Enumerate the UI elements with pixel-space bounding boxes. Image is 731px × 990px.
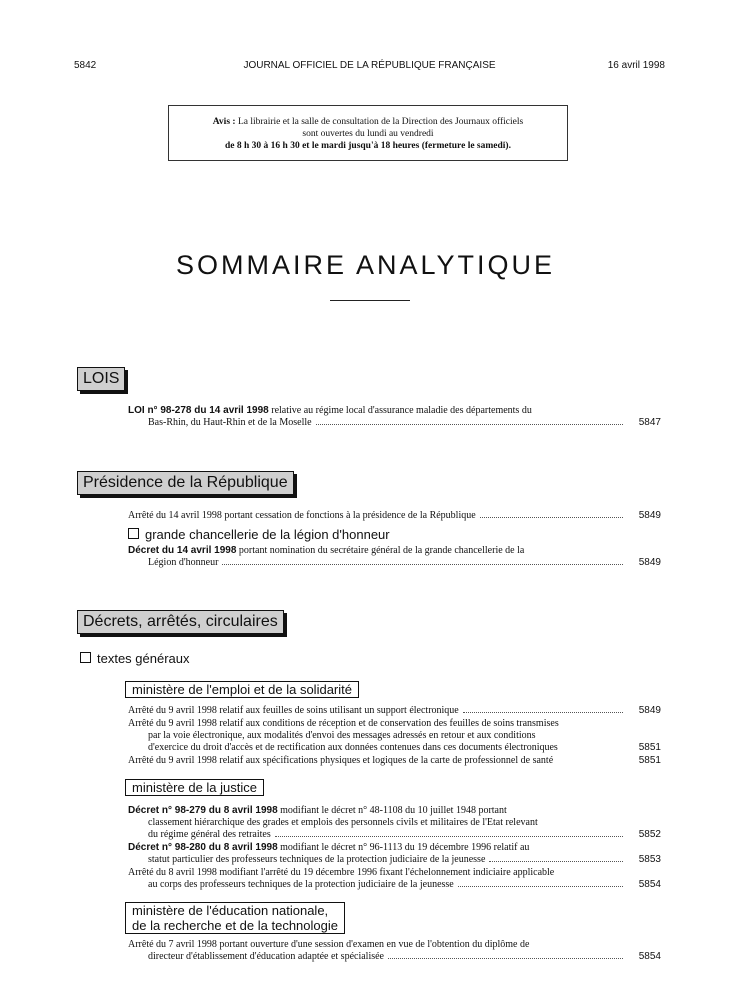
ministry-emploi-solidarite: ministère de l'emploi et de la solidarité bbox=[125, 681, 359, 698]
notice-line-2: sont ouvertes du lundi au vendredi bbox=[302, 129, 434, 139]
title-rule bbox=[330, 300, 410, 301]
entry-page: 5847 bbox=[638, 417, 661, 428]
entry-text-cont: du régime général des retraites bbox=[148, 829, 271, 840]
journal-title: JOURNAL OFFICIEL DE LA RÉPUBLIQUE FRANÇAISE bbox=[243, 60, 496, 71]
page-title: SOMMAIRE ANALYTIQUE bbox=[175, 250, 556, 280]
leader-dots bbox=[463, 712, 623, 713]
leader-dots bbox=[316, 424, 623, 425]
checkbox-square-icon bbox=[80, 652, 91, 663]
entry-page: 5852 bbox=[638, 829, 661, 840]
entry-page: 5851 bbox=[638, 755, 661, 766]
entry-text-cont: Bas-Rhin, du Haut-Rhin et de la Moselle bbox=[148, 417, 312, 428]
entry-loi-98-278[interactable] bbox=[128, 405, 661, 429]
entry-text-cont: par la voie électronique, aux modalités d'envoi des messages adressés en retour et aux conditions bbox=[148, 730, 536, 741]
running-header bbox=[74, 60, 665, 74]
ministry-education-recherche bbox=[125, 902, 345, 934]
entry-page: 5851 bbox=[638, 742, 661, 753]
entry-text: Arrêté du 9 avril 1998 relatif aux conditions de réception et de conservation des feuilles de soins transmises bbox=[128, 718, 559, 729]
entry-text-cont: directeur d'établissement d'éducation adaptée et spécialisée bbox=[148, 951, 384, 962]
ministry-line-1: ministère de l'éducation nationale, bbox=[132, 903, 329, 918]
entry-text: relative au régime local d'assurance maladie des départements du bbox=[268, 405, 532, 416]
entry-presidence-arrete[interactable] bbox=[128, 510, 661, 522]
entry-text: Arrêté du 14 avril 1998 portant cessation de fonctions à la présidence de la République bbox=[128, 510, 476, 521]
entry-page: 5854 bbox=[638, 951, 661, 962]
subhead-textes-generaux bbox=[80, 651, 190, 666]
notice-text-1: La librairie et la salle de consultation de la Direction des Journaux officiels bbox=[237, 117, 524, 127]
entry-lead: Décret du 14 avril 1998 bbox=[128, 545, 237, 556]
checkbox-square-icon bbox=[128, 528, 139, 539]
entry-text: Arrêté du 9 avril 1998 relatif aux spécifications physiques et logiques de la carte de professionnel de santé bbox=[128, 755, 554, 766]
entry-decret-14-avril[interactable] bbox=[128, 545, 661, 569]
entry-page: 5854 bbox=[638, 879, 661, 890]
entry-page: 5853 bbox=[638, 854, 661, 865]
notice-box bbox=[168, 105, 568, 161]
leader-dots bbox=[480, 517, 623, 518]
entry-decret-98-279[interactable] bbox=[128, 805, 661, 841]
entry-lead: Décret n° 98-279 du 8 avril 1998 bbox=[128, 805, 278, 816]
entry-text: Arrêté du 9 avril 1998 relatif aux feuilles de soins utilisant un support électronique bbox=[128, 705, 459, 716]
section-heading-lois: LOIS bbox=[77, 367, 125, 391]
subhead-text: textes généraux bbox=[97, 651, 190, 666]
entry-page: 5849 bbox=[638, 557, 661, 568]
leader-dots bbox=[489, 861, 623, 862]
subhead-legion-honneur bbox=[128, 527, 390, 542]
leader-dots bbox=[388, 958, 623, 959]
ministry-line-2: de la recherche et de la technologie bbox=[132, 918, 338, 933]
entry-arrete-feuilles-soins[interactable] bbox=[128, 705, 661, 717]
entry-text: modifiant le décret n° 48-1108 du 10 juillet 1948 portant bbox=[277, 805, 507, 816]
page-number: 5842 bbox=[74, 60, 97, 71]
section-heading-decrets: Décrets, arrêtés, circulaires bbox=[77, 610, 284, 634]
issue-date: 16 avril 1998 bbox=[607, 60, 665, 71]
entry-lead: Décret n° 98-280 du 8 avril 1998 bbox=[128, 842, 278, 853]
entry-text-cont: statut particulier des professeurs techniques de la protection judiciaire de la jeunesse bbox=[148, 854, 486, 865]
entry-page: 5849 bbox=[638, 510, 661, 521]
entry-text: modifiant le décret n° 96-1113 du 19 décembre 1996 relatif au bbox=[277, 842, 530, 853]
entry-arrete-carte-professionnel[interactable] bbox=[128, 755, 661, 767]
leader-dots bbox=[275, 836, 623, 837]
notice-line-1 bbox=[169, 116, 567, 128]
entry-arrete-echelonnement[interactable] bbox=[128, 867, 661, 891]
entry-arrete-diplome-directeur[interactable] bbox=[128, 939, 661, 963]
entry-text: portant nomination du secrétaire général de la grande chancellerie de la bbox=[236, 545, 525, 556]
notice-label: Avis : bbox=[212, 117, 236, 127]
entry-lead: LOI n° 98-278 du 14 avril 1998 bbox=[128, 405, 269, 416]
leader-dots bbox=[222, 564, 623, 565]
ministry-justice: ministère de la justice bbox=[125, 779, 264, 796]
leader-dots bbox=[458, 886, 623, 887]
entry-page: 5849 bbox=[638, 705, 661, 716]
entry-arrete-conservation[interactable] bbox=[128, 718, 661, 754]
entry-text-cont: au corps des professeurs techniques de la protection judiciaire de la jeunesse bbox=[148, 879, 454, 890]
entry-text: Arrêté du 8 avril 1998 modifiant l'arrêté du 19 décembre 1996 fixant l'échelonnement indiciaire applicable bbox=[128, 867, 555, 878]
notice-line-3: de 8 h 30 à 16 h 30 et le mardi jusqu'à 18 heures (fermeture le samedi). bbox=[225, 141, 511, 151]
entry-text-cont: classement hiérarchique des grades et emplois des personnels civils et militaires de l'Etat relevant bbox=[148, 817, 538, 828]
entry-text-cont: d'exercice du droit d'accès et de rectification aux données contenues dans ces documents électroniques bbox=[148, 742, 558, 753]
subhead-text: grande chancellerie de la légion d'honneur bbox=[145, 527, 390, 542]
section-heading-presidence: Présidence de la République bbox=[77, 471, 294, 495]
entry-text-cont: Légion d'honneur bbox=[148, 557, 219, 568]
entry-decret-98-280[interactable] bbox=[128, 842, 661, 866]
entry-text: Arrêté du 7 avril 1998 portant ouverture d'une session d'examen en vue de l'obtention du diplôme de bbox=[128, 939, 530, 950]
